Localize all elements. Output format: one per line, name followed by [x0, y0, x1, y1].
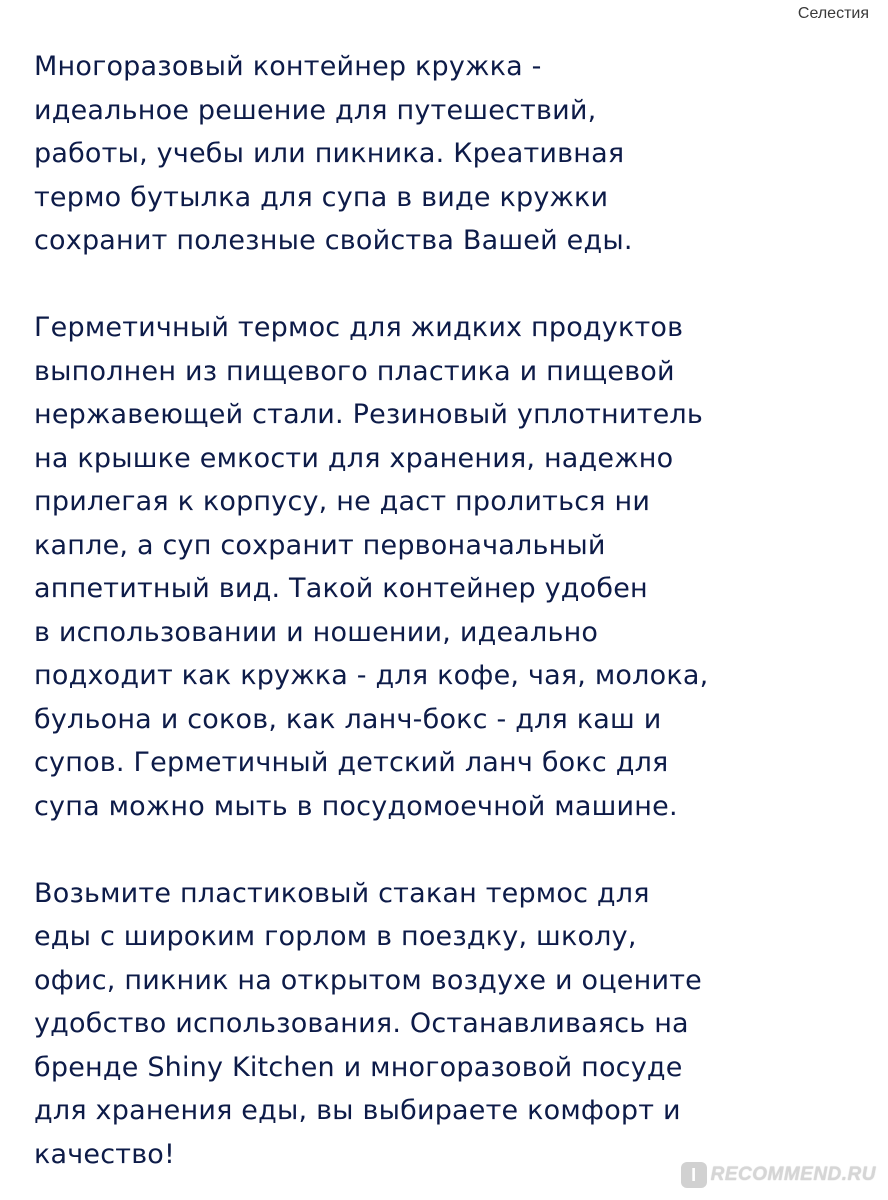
text-line: бренде Shiny Kitchen и многоразовой посуде	[34, 1051, 683, 1083]
text-line: удобство использования. Останавливаясь на	[34, 1008, 689, 1039]
paragraph-2	[34, 306, 864, 828]
irecommend-watermark	[681, 1160, 876, 1190]
irecommend-logo-icon: I	[681, 1162, 707, 1188]
text-line: супа можно мыть в посудомоечной машине.	[34, 790, 678, 822]
text-line: идеальное решение для путешествий,	[34, 94, 597, 126]
paragraph-1	[34, 45, 864, 263]
text-line: качество!	[34, 1138, 176, 1170]
paragraph-3	[34, 872, 864, 1177]
app-label: Селестия	[797, 5, 869, 22]
text-line: выполнен из пищевого пластика и пищевой	[34, 355, 675, 387]
text-line: аппетитный вид. Такой контейнер удобен	[34, 573, 648, 604]
text-line: подходит как кружка - для кофе, чая, молока,	[34, 660, 709, 691]
text-line: сохранит полезные свойства Вашей еды.	[34, 225, 633, 256]
text-line: для хранения еды, вы выбираете комфорт и	[34, 1095, 681, 1126]
watermark-text: RECOMMEND.RU	[710, 1164, 876, 1185]
text-line: супов. Герметичный детский ланч бокс для	[34, 747, 669, 778]
text-line: еды с широким горлом в поездку, школу,	[34, 921, 637, 952]
text-line: Возьмите пластиковый стакан термос для	[34, 877, 650, 909]
text-line: на крышке емкости для хранения, надежно	[34, 442, 674, 474]
text-line: работы, учебы или пикника. Креативная	[34, 138, 625, 169]
text-line: в использовании и ношении, идеально	[34, 616, 599, 648]
text-line: бульона и соков, как ланч-бокс - для каш и	[34, 703, 662, 735]
text-line: прилегая к корпусу, не даст пролиться ни	[34, 486, 651, 517]
text-line: нержавеющей стали. Резиновый уплотнитель	[34, 399, 703, 430]
text-line: офис, пикник на открытом воздухе и оцените	[34, 964, 702, 996]
text-line: капле, а суп сохранит первоначальный	[34, 529, 606, 561]
text-line: Герметичный термос для жидких продуктов	[34, 312, 684, 343]
text-line: термо бутылка для супа в виде кружки	[34, 181, 609, 213]
text-line: Многоразовый контейнер кружка -	[34, 51, 542, 82]
article-text	[34, 45, 864, 1176]
